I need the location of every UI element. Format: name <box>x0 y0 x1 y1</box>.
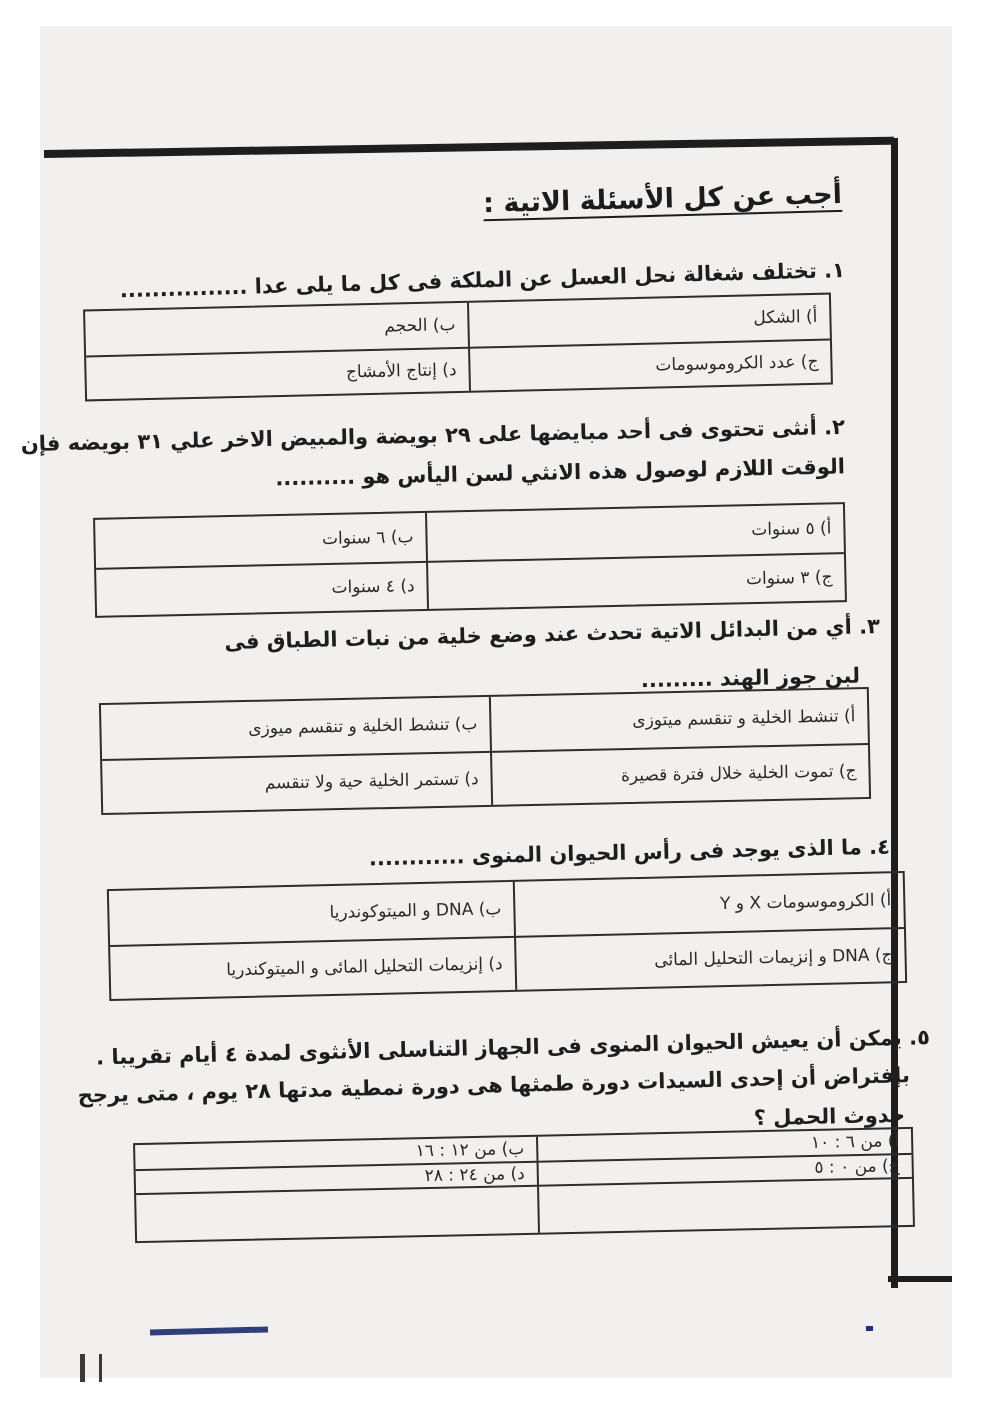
option-c[interactable]: ج) من ٠ : ٥ <box>536 1153 911 1185</box>
question-5-options <box>133 1127 915 1243</box>
option-d[interactable]: د) من ٢٤ : ٢٨ <box>136 1161 537 1193</box>
binder-mark <box>80 1354 102 1382</box>
option-c[interactable]: ج) عدد الكروموسومات <box>468 339 831 391</box>
option-c[interactable]: ج) تموت الخلية خلال فترة قصيرة <box>490 743 869 805</box>
option-a[interactable]: أ) الكروموسومات X و Y <box>513 873 904 936</box>
question-2-options <box>93 502 847 618</box>
question-5-line-3: حدوث الحمل ؟ <box>753 1102 906 1131</box>
question-1-line-1: ١. تختلف شغالة نحل العسل عن الملكة فى كل ما يلى عدا ................ <box>119 257 846 303</box>
option-d[interactable]: د) تستمر الخلية حية ولا تنقسم <box>102 751 491 813</box>
question-4-line-1: ٤. ما الذى يوجد فى رأس الحيوان المنوى ............ <box>368 834 891 871</box>
question-3-line-2: لبن جوز الهند ......... <box>640 663 861 693</box>
question-5-line-2: بإفتراض أن إحدى السيدات دورة طمثها هى دورة نمطية مدتها ٢٨ يوم ، متى يرجح <box>77 1063 911 1108</box>
question-3-options <box>99 687 871 815</box>
option-a[interactable]: أ) تنشط الخلية و تنقسم ميتوزى <box>489 689 868 751</box>
question-3-line-1: ٣. أي من البدائل الاتية تحدث عند وضع خلية من نبات الطباق فى <box>224 614 881 655</box>
option-c[interactable]: ج) DNA و إنزيمات التحليل المائى <box>514 927 905 990</box>
option-b[interactable]: ب) DNA و الميتوكوندريا <box>329 899 502 924</box>
empty-cell <box>136 1185 538 1241</box>
question-2-line-2: الوقت اللازم لوصول هذه الانثي لسن اليأس هو .......... <box>275 454 846 491</box>
question-4-options <box>107 871 907 1001</box>
option-d[interactable]: د) إنتاج الأمشاج <box>86 347 469 400</box>
option-d[interactable]: د) إنزيمات التحليل المائى و الميتوكندريا <box>110 936 515 999</box>
option-b[interactable]: ب) الحجم <box>384 315 456 337</box>
option-b[interactable]: ب) تنشط الخلية و تنقسم ميوزى <box>248 714 478 739</box>
question-5-line-1: ٥. يمكن أن يعيش الحيوان المنوى فى الجهاز التناسلى الأنثوى لمدة ٤ أيام تقريبا . <box>95 1025 931 1070</box>
option-a[interactable]: أ) الشكل <box>467 295 830 347</box>
option-d[interactable]: د) ٤ سنوات <box>96 561 427 616</box>
option-b[interactable]: ب) ٦ سنوات <box>321 527 414 550</box>
instructions-heading: أجب عن كل الأسئلة الاتية : <box>482 178 843 220</box>
option-c[interactable]: ج) ٣ سنوات <box>426 552 845 609</box>
option-b[interactable]: ب) من ١٢ : ١٦ <box>415 1138 525 1162</box>
option-a[interactable]: أ) من ٦ : ١٠ <box>536 1129 911 1161</box>
question-1-options <box>83 293 833 402</box>
option-a[interactable]: أ) ٥ سنوات <box>425 504 844 561</box>
ink-dot <box>866 1326 873 1331</box>
question-2-line-1: ٢. أنثى تحتوى فى أحد مبايضها على ٢٩ بويضة والمبيض الاخر علي ٣١ بويضه فإن <box>20 414 846 457</box>
empty-cell <box>537 1177 913 1233</box>
frame-bottom-border <box>888 1276 952 1282</box>
